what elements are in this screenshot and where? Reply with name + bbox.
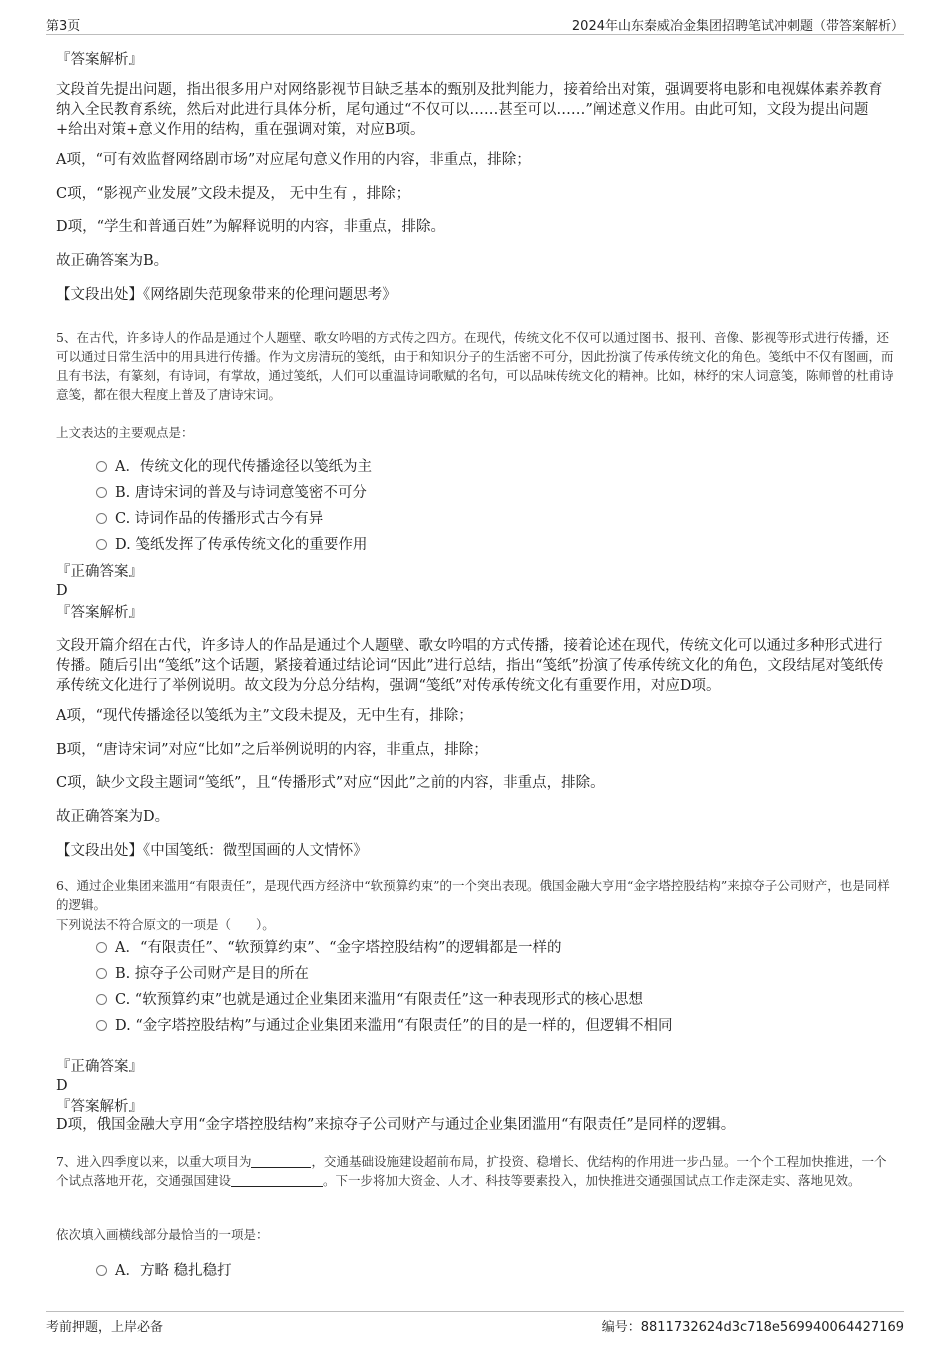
question-stem: 6、通过企业集团来滥用“有限责任”，是现代西方经济中“软预算约束”的一个突出表现。俄国金融大亨用“金字塔控股结构”来掠夺子公司财产，也是同样的逻辑。	[56, 878, 890, 912]
question-stem: 5、在古代，许多诗人的作品是通过个人题壁、歌女吟唱的方式传之四方。在现代，传统文化不仅可以通过图书、报刊、音像、影视等形式进行传播，还可以通过日常生活中的用具进行传播。作为文房清玩的笺纸，由于和知识分子的生活密不可分，因此扮演了传承传统文化的角色。笺纸中不仅有图画，而且有书法，有篆刻，有诗词，有掌故，通过笺纸，人们可以重温诗词歌赋的名句，可以品味传统文化的精神。比如，林纾的宋人词意笺，陈师曾的杜甫诗意笺，都在很大程度上普及了唐诗宋词。	[56, 330, 894, 402]
option-b[interactable]: B. 唐诗宋词的普及与诗词意笺密不可分	[96, 483, 367, 503]
answer-value: D	[56, 583, 68, 599]
option-d[interactable]: D. 笺纸发挥了传承传统文化的重要作用	[96, 535, 367, 555]
radio-icon[interactable]	[96, 461, 107, 472]
analysis-text: D项，俄国金融大亨用“金字塔控股结构”来掠夺子公司财产与通过企业集团滥用“有限责任”是同样的逻辑。	[56, 1117, 736, 1133]
option-c[interactable]: C. “软预算约束”也就是通过企业集团来滥用“有限责任”这一种表现形式的核心思想	[96, 990, 643, 1010]
option-b[interactable]: B. 掠夺子公司财产是目的所在	[96, 964, 309, 984]
question-prompt: 下列说法不符合原文的一项是（ ）。	[56, 917, 275, 932]
page-header	[46, 14, 904, 35]
radio-icon[interactable]	[96, 994, 107, 1005]
conclusion: 故正确答案为D。	[56, 809, 170, 825]
analysis-text: 文段开篇介绍在古代，许多诗人的作品是通过个人题壁、歌女吟唱的方式传播，接着论述在现代，传统文化可以通过多种形式进行传播。随后引出“笺纸”这个话题，紧接着通过结论词“因此”进行总结，指出“笺纸”扮演了传承传统文化的角色，文段结尾对笺纸传承传统文化进行了举例说明。故文段为分总分结构，强调“笺纸”对传承传统文化有重要作用，对应D项。	[56, 638, 884, 694]
radio-icon[interactable]	[96, 513, 107, 524]
text-source: 【文段出处】《网络剧失范现象带来的伦理问题思考》	[56, 287, 397, 303]
option-a[interactable]: A．方略 稳扎稳打	[96, 1261, 232, 1281]
fill-blank[interactable]	[231, 1173, 323, 1187]
question-prompt: 上文表达的主要观点是：	[56, 425, 194, 440]
fill-blank[interactable]	[251, 1154, 311, 1168]
analysis-option-d: D项，“学生和普通百姓”为解释说明的内容，非重点，排除。	[56, 219, 445, 235]
document-title: 2024年山东秦威冶金集团招聘笔试冲刺题（带答案解析）	[571, 19, 904, 34]
answer-label: 『正确答案』	[56, 564, 143, 580]
document-id: 编号：8811732624d3c718e569940064427169	[601, 1320, 904, 1335]
conclusion: 故正确答案为B。	[56, 253, 169, 269]
analysis-option-a: A项，“现代传播途径以笺纸为主”文段未提及，无中生有，排除；	[56, 708, 473, 724]
analysis-label: 『答案解析』	[56, 605, 143, 621]
analysis-option-b: B项，“唐诗宋词”对应“比如”之后举例说明的内容，非重点，排除；	[56, 742, 488, 758]
question-prompt: 依次填入画横线部分最恰当的一项是：	[56, 1227, 269, 1242]
answer-label: 『正确答案』	[56, 1059, 143, 1075]
analysis-text: 文段首先提出问题，指出很多用户对网络影视节目缺乏基本的甄别及批判能力，接着给出对策，强调要将电影和电视媒体素养教育纳入全民教育系统，然后对此进行具体分析，尾句通过“不仅可以……甚至可以……”阐述意义作用。由此可知，文段为提出问题+给出对策+意义作用的结构，重在强调对策，对应B项。	[56, 82, 883, 138]
radio-icon[interactable]	[96, 968, 107, 979]
option-a[interactable]: A．“有限责任”、“软预算约束”、“金字塔控股结构”的逻辑都是一样的	[96, 938, 561, 958]
radio-icon[interactable]	[96, 1265, 107, 1276]
analysis-option-c: C项，“影视产业发展”文段未提及， 无中生有 ，排除；	[56, 186, 411, 202]
answer-value: D	[56, 1078, 68, 1094]
analysis-label: 『答案解析』	[56, 1099, 143, 1115]
radio-icon[interactable]	[96, 487, 107, 498]
footer-slogan: 考前押题，上岸必备	[46, 1320, 164, 1335]
page-number: 第3页	[46, 19, 81, 34]
analysis-option-c: C项，缺少文段主题词“笺纸”，且“传播形式”对应“因此”之前的内容，非重点，排除。	[56, 775, 605, 791]
option-c[interactable]: C. 诗词作品的传播形式古今有异	[96, 509, 323, 529]
option-d[interactable]: D. “金字塔控股结构”与通过企业集团来滥用“有限责任”的目的是一样的，但逻辑不相同	[96, 1016, 672, 1036]
page-footer	[46, 1311, 904, 1336]
radio-icon[interactable]	[96, 1020, 107, 1031]
question-stem: 7、进入四季度以来，以重大项目为 ，交通基础设施建设超前布局，扩投资、稳增长、优结构的作用进一步凸显。一个个工程加快推进，一个个试点落地开花，交通强国建设 。下一步将加大资金、人才、科技等要素投入，加快推进交通强国试点工作走深走实、落地见效。	[56, 1154, 887, 1188]
option-a[interactable]: A．传统文化的现代传播途径以笺纸为主	[96, 457, 372, 477]
analysis-option-a: A项，“可有效监督网络剧市场”对应尾句意义作用的内容，非重点，排除；	[56, 152, 531, 168]
analysis-label: 『答案解析』	[56, 52, 143, 68]
radio-icon[interactable]	[96, 539, 107, 550]
text-source: 【文段出处】《中国笺纸：微型国画的人文情怀》	[56, 843, 368, 859]
radio-icon[interactable]	[96, 942, 107, 953]
